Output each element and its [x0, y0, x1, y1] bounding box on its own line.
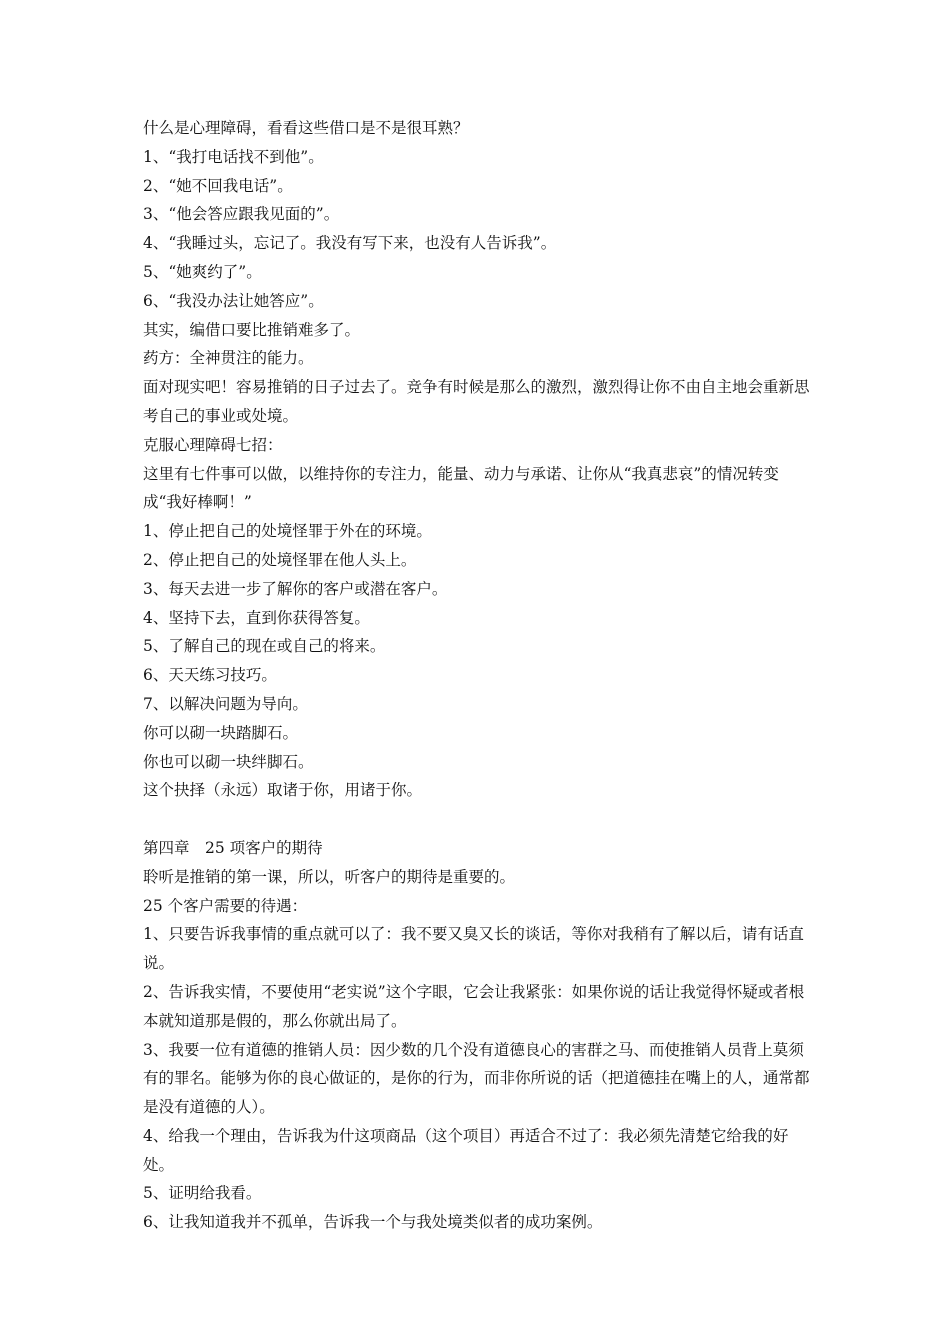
- paragraph: 什么是心理障碍，看看这些借口是不是很耳熟？: [143, 119, 469, 137]
- paragraph: 你可以砌一块踏脚石。: [143, 723, 299, 742]
- list-item: 6、天天练习技巧。: [143, 666, 277, 685]
- list-item: 3、我要一位有道德的推销人员：因少数的几个没有道德良心的害群之马、而使推销人员背上莫须有的罪名。能够为你的良心做证的，是你的行为，而非你所说的话（把道德挂在嘴上的人，通常都是没有道德的人）。: [143, 1040, 810, 1117]
- list-item: 5、“她爽约了”。: [143, 262, 262, 281]
- paragraph: 面对现实吧！容易推销的日子过去了。竞争有时候是那么的激烈，激烈得让你不由自主地会重新思考自己的事业或处境。: [143, 378, 810, 425]
- list-item: 7、以解决问题为导向。: [143, 694, 308, 713]
- list-item: 4、坚持下去，直到你获得答复。: [143, 608, 370, 627]
- list-item: 4、“我睡过头，忘记了。我没有写下来，也没有人告诉我”。: [143, 234, 557, 253]
- list-item: 2、停止把自己的处境怪罪在他人头上。: [143, 550, 417, 569]
- paragraph: 其实，编借口要比推销难多了。: [143, 320, 361, 339]
- list-item: 1、“我打电话找不到他”。: [143, 147, 324, 166]
- document-body: [143, 114, 813, 1237]
- list-item: 6、“我没办法让她答应”。: [143, 291, 324, 310]
- list-item: 3、每天去进一步了解你的客户或潜在客户。: [143, 579, 448, 598]
- list-item: 2、“她不回我电话”。: [143, 176, 293, 195]
- paragraph: 克服心理障碍七招：: [143, 435, 283, 454]
- paragraph: 聆听是推销的第一课，所以，听客户的期待是重要的。: [143, 867, 516, 886]
- list-item: 4、给我一个理由，告诉我为什这项商品（这个项目）再适合不过了：我必须先清楚它给我的好处。: [143, 1126, 789, 1174]
- list-item: 1、停止把自己的处境怪罪于外在的环境。: [143, 522, 432, 541]
- paragraph: 这个抉择（永远）取诸于你，用诸于你。: [143, 781, 423, 800]
- list-item: 3、“他会答应跟我见面的”。: [143, 205, 340, 224]
- paragraph: 这里有七件事可以做，以维持你的专注力，能量、动力与承诺、让你从“我真悲哀”的情况转变成“我好棒啊！”: [143, 464, 779, 512]
- list-item: 2、告诉我实情，不要使用“老实说”这个字眼，它会让我紧张：如果你说的话让我觉得怀疑或者根本就知道那是假的，那么你就出局了。: [143, 982, 805, 1030]
- list-item: 5、了解自己的现在或自己的将来。: [143, 637, 386, 656]
- blank-line: [143, 805, 813, 834]
- chapter-heading: 第四章 25 项客户的期待: [143, 838, 323, 857]
- list-item: 6、让我知道我并不孤单，告诉我一个与我处境类似者的成功案例。: [143, 1213, 603, 1232]
- paragraph: 药方：全神贯注的能力。: [143, 349, 314, 368]
- paragraph: 你也可以砌一块绊脚石。: [143, 752, 314, 771]
- list-item: 1、只要告诉我事情的重点就可以了：我不要又臭又长的谈话，等你对我稍有了解以后，请有话直说。: [143, 925, 804, 973]
- list-item: 5、证明给我看。: [143, 1184, 262, 1203]
- paragraph: 25 个客户需要的待遇：: [143, 896, 308, 915]
